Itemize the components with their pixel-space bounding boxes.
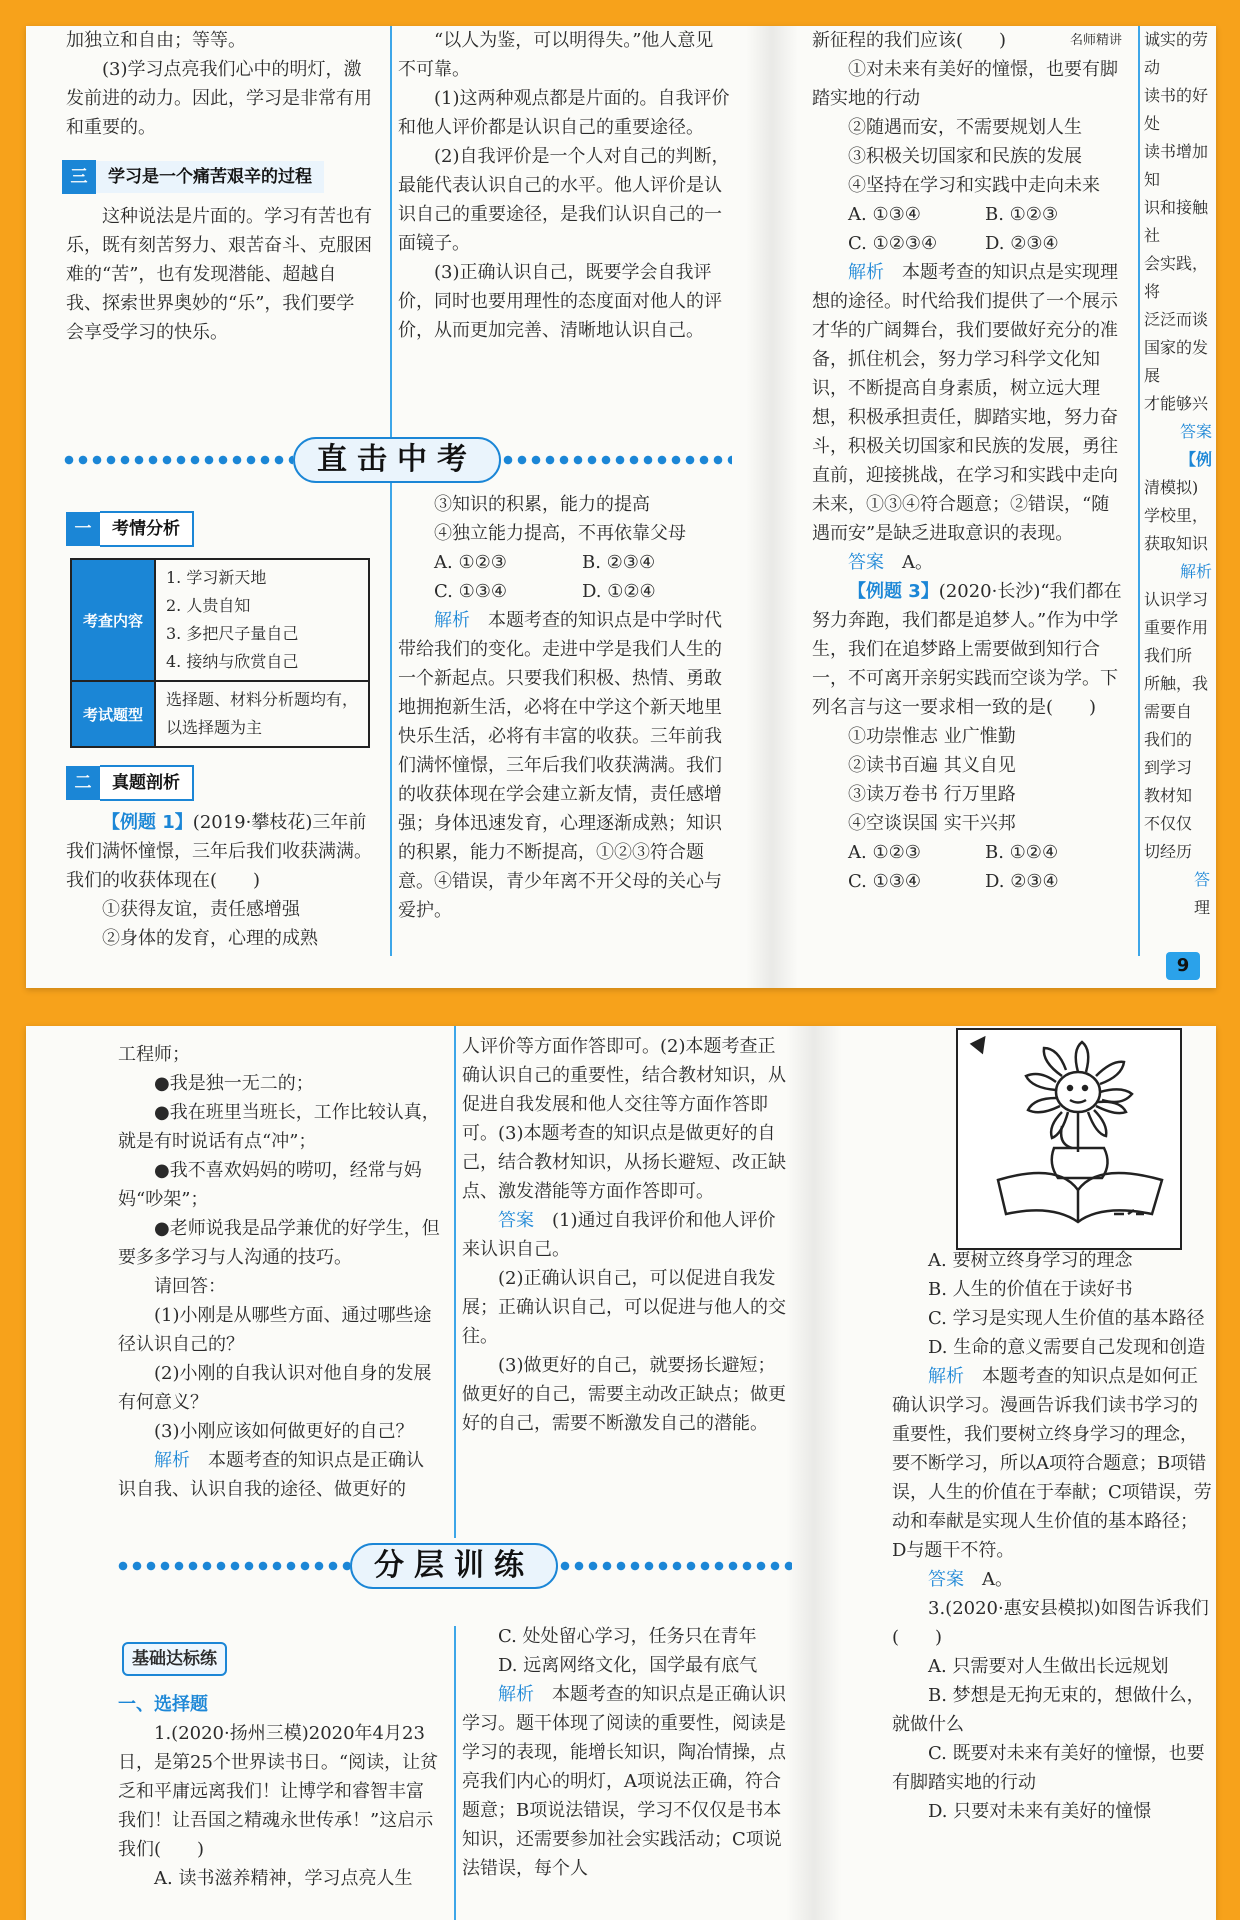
bottom-middle-lower [462,1622,788,1883]
option-a: A. 要树立终身学习的理念 [928,1250,1133,1271]
answer-label: 答案 [498,1210,534,1231]
clipped-line: 认识学习 [1144,590,1209,609]
intro-text: 加独立和自由；等等。 [66,30,246,51]
bottom-left-lower [118,1690,440,1893]
exam-analysis-title: 考情分析 [100,511,194,547]
clipped-line: 重要作用 [1144,618,1209,637]
sunflower-reader-icon [958,1030,1180,1248]
answer-3-text: (3)正确认识自己，既要学会自我评价，同时也要用理性的态度面对他人的评价，从而更加完善、清晰地认识自己。 [398,262,722,341]
analysis-text: 本题考查的知识点是正确认识自我、认识自我的途径、做更好的 [118,1450,424,1500]
bullet-item: ●我在班里当班长，工作比较认真，就是有时说话有点“冲”； [118,1102,440,1152]
top-far-right-column [1144,26,1214,926]
analysis-continued: 人评价等方面作答即可。(2)本题考查正确认识自己的重要性，结合教材知识，从促进自我发展和他人交往等方面作答即可。(3)本题考查的知识点是做更好的自己，结合教材知识，从扬长避短、改正缺点、激发潜能等方面作答即可。 [462,1036,786,1202]
clipped-line: 识和接触社 [1144,198,1209,245]
example-1-item: ④独立能力提高，不再依靠父母 [434,523,686,544]
clipped-line: 获取知识 [1144,534,1209,553]
bottom-col-divider-lower [454,1626,456,1920]
option-c: C. 学习是实现人生价值的基本路径 [928,1308,1205,1329]
table-head-type: 考试题型 [71,681,155,747]
example-3-item: ④空谈误国 实干兴邦 [848,813,1016,834]
option-d: D. 远离网络文化，国学最有底气 [498,1655,758,1676]
question-item: ④坚持在学习和实践中走向未来 [848,175,1100,196]
question-3-stem: 3.(2020·惠安县模拟)如图告诉我们( ) [892,1598,1209,1648]
clipped-line: 理 [1194,898,1211,917]
option-b: B. ②③④ [582,552,656,573]
option-a: A. ①③④ [848,204,921,225]
clipped-line: 答案 [1180,422,1213,441]
bullet-item: ●我是独一无二的； [154,1073,314,1094]
question-3-option-b: B. 梦想是无拘无束的，想做什么，就做什么 [892,1685,1205,1735]
bottom-page-spread [26,1026,1216,1920]
table-content-list [155,559,369,681]
clipped-line: 解析 [1180,562,1213,581]
clipped-line: 需要自 [1144,702,1193,721]
top-page-spread [26,26,1216,988]
ask-text: 请回答： [154,1276,226,1297]
question-item: ②随遇而安，不需要规划人生 [848,117,1082,138]
question-stem: 新征程的我们应该( ) [812,30,1007,51]
section-3-title: 学习是一个痛苦艰辛的过程 [96,161,324,193]
question-1: (1)小刚是从哪些方面、通过哪些途径认识自己的？ [118,1305,432,1355]
analysis-label: 解析 [848,262,884,283]
option-b: B. ①②④ [985,842,1059,863]
section-3-number: 三 [62,160,96,194]
exam-analysis-header [66,512,194,546]
question-item: ③积极关切国家和民族的发展 [848,146,1082,167]
real-exam-header [66,766,194,800]
clipped-line: 切经历 [1144,842,1193,861]
example-1-item: ②身体的发育，心理的成熟 [102,928,318,949]
clipped-line: 【例 [1180,450,1213,469]
clipped-line: 不仅仅 [1144,814,1193,833]
option-b: B. 人生的价值在于读好书 [928,1279,1133,1300]
answer-1-text: (1)这两种观点都是片面的。自我评价和他人评价都是认识自己的重要途径。 [398,88,730,138]
section-3-header [62,160,324,194]
clipped-line: 会实践，将 [1144,254,1209,301]
clipped-line: 我们的 [1144,730,1193,749]
option-a: A. ①②③ [434,552,507,573]
question-item: ①对未来有美好的憧憬，也要有脚踏实地的行动 [812,59,1118,109]
example-3-item: ②读书百遍 其义自见 [848,755,1016,776]
banner-title: 直击中考 [293,437,501,483]
option-c: C. ①③④ [848,871,921,892]
answer-label: 答案 [848,552,884,573]
option-b: B. ①②③ [985,204,1059,225]
clipped-line: 诚实的劳动 [1144,30,1209,77]
clipped-line [1144,922,1214,926]
page-gutter [786,1026,842,1920]
page-number: 9 [1166,952,1200,980]
table-item: 2. 人贵自知 [166,596,251,615]
table-item: 4. 接纳与欣赏自己 [166,652,299,671]
quote-text: “以人为鉴，可以明得失。”他人意见不可靠。 [398,30,714,80]
option-c: C. ①②③④ [848,233,938,254]
clipped-line: 才能够兴 [1144,394,1209,413]
example-1-item: ①获得友谊，责任感增强 [102,899,300,920]
section-3-paragraph: 这种说法是片面的。学习有苦也有乐，既有刻苦努力、艰苦奋斗、克服困难的“苦”，也有发现潜能、超越自我、探索世界奥妙的“乐”，我们要学会享受学习的快乐。 [66,206,372,343]
option-a: A. ①②③ [848,842,921,863]
bullet-item: ●我不喜欢妈妈的唠叨，经常与妈妈“吵架”； [118,1160,422,1210]
clipped-line: 清模拟) [1144,478,1199,497]
example-1 [66,808,372,953]
clipped-line: 泛泛而谈 [1144,310,1209,329]
example-1-stem: (2019·攀枝花)三年前我们满怀憧憬，三年后我们收获满满。我们的收获体现在( ) [66,812,372,891]
banner-title: 分层训练 [350,1543,558,1589]
question-3: (3)小刚应该如何做更好的自己？ [154,1421,414,1442]
answer-text: A。 [982,1569,1013,1590]
reading-cartoon [956,1028,1182,1250]
option-c: C. 处处留心学习，任务只在青年 [498,1626,757,1647]
banner-dots-left [62,455,293,465]
question-1-stem: 1.(2020·扬州三模)2020年4月23日，是第25个世界读书日。“阅读，让贫乏和平庸远离我们！让博学和睿智丰富我们！让吾国之精魂永世传承！”这启示我们( ) [118,1723,439,1860]
option-d: D. ②③④ [985,233,1059,254]
bottom-left-column [118,1040,440,1504]
section-3-body [66,202,372,347]
analysis-label: 解析 [154,1450,190,1471]
answer-3: (3)做更好的自己，就要扬长避短；做更好的自己，需要主动改正缺点；做更好的自己，需要不断激发自己的潜能。 [462,1355,786,1434]
real-exam-number: 二 [66,766,100,800]
zhiji-zhongkao-banner [62,436,732,484]
analysis-text: 本题考查的知识点是正确认识学习。题干体现了阅读的重要性，阅读是学习的表现，能增长知识，陶冶情操，点亮我们内心的明灯，A项说法正确，符合题意；B项说法错误，学习不仅仅是书本知识，还需要参加社会实践活动；C项说法错误，每个人 [462,1684,786,1879]
real-exam-title: 真题剖析 [100,765,194,801]
answer-2-text: (2)自我评价是一个人对自己的判断，最能代表认识自己的水平。他人评价是认识自己的重要途径，是我们认识自己的一面镜子。 [398,146,730,254]
analysis-label: 解析 [928,1366,964,1387]
top-middle-column-lower [398,490,730,925]
table-head-content: 考查内容 [71,559,155,681]
bottom-middle-column [462,1032,788,1438]
page-gutter [746,26,798,988]
option-d: D. ②③④ [985,871,1059,892]
banner-dots-left [116,1561,350,1571]
bullet-item: ●老师说我是品学兼优的好学生，但要多多学习与人沟通的技巧。 [118,1218,440,1268]
option-d: D. ①②④ [582,581,656,602]
answer-text: A。 [902,552,933,573]
clipped-line: 国家的发展 [1144,338,1209,385]
analysis-text: 本题考查的知识点是如何正确认识学习。漫画告诉我们读书学习的重要性，我们要树立终身学习的理念，要不断学习，所以A项符合题意；B项错误，人生的价值在于奉献；C项错误，劳动和奉献是实现人生价值的基本路径；D与题干不符。 [892,1366,1212,1561]
answer-2: (2)正确认识自己，可以促进自我发展；正确认识自己，可以促进与他人的交往。 [462,1268,786,1347]
clipped-line: 读书增加知 [1144,142,1209,189]
fenceng-xunlian-banner [116,1542,792,1590]
example-3-stem: (2020·长沙)“我们都在努力奔跑，我们都是追梦人。”作为中学生，我们在追梦路上需要做到知行合一，不可离开亲躬实践而空谈为学。下列名言与这一要求相一致的是( ) [812,581,1122,718]
analysis-text: 本题考查的知识点是中学时代带给我们的变化。走进中学是我们人生的一个新起点。只要我们积极、热情、勇敢地拥抱新生活，必将在中学这个新天地里快乐生活，必将有丰富的收获。三年前我们满怀憧憬，三年后我们收获满满。我们的收获体现在学会建立新友情，责任感增强；身体迅速发育，心理逐渐成熟；知识的积累，能力不断提高，①②③符合题意。④错误，青少年离不开父母的关心与爱护。 [398,610,722,921]
table-item: 3. 多把尺子量自己 [166,624,299,643]
bottom-col-divider [454,1026,456,1538]
example-3-item: ③读万卷书 行万里路 [848,784,1016,805]
example-3-label: 【例题 3】 [848,581,939,602]
analysis-text: 本题考查的知识点是实现理想的途径。时代给我们提供了一个展示才华的广阔舞台，我们要做好充分的准备，抓住机会，努力学习科学文化知识，不断提高自身素质，树立远大理想，积极承担责任，脚踏实地，努力奋斗，积极关切国家和民族的发展，勇往直前，迎接挑战，在学习和实践中走向未来，①③④符合题意；②错误，“随遇而安”是缺乏进取意识的表现。 [812,262,1118,544]
analysis-label: 解析 [498,1684,534,1705]
top-right-column [812,26,1122,896]
answer-label: 答案 [928,1569,964,1590]
example-3-item: ①功崇惟志 业广惟勤 [848,726,1016,747]
clipped-line: 读书的好处 [1144,86,1209,133]
top-col-divider-1 [390,26,392,956]
banner-dots-right [558,1561,792,1571]
bottom-right-column [892,1246,1212,1826]
point-3-text: (3)学习点亮我们心中的明灯，激发前进的动力。因此，学习是非常有用和重要的。 [66,59,372,138]
clipped-line: 教材知 [1144,786,1193,805]
example-1-label: 【例题 1】 [102,812,193,833]
clipped-line: 答 [1194,870,1211,889]
header-mingshi: 名师精讲 [1069,33,1122,48]
analysis-label: 解析 [434,610,470,631]
question-3-option-d: D. 只要对未来有美好的憧憬 [928,1801,1152,1822]
question-2: (2)小刚的自我认识对他自身的发展有何意义？ [118,1363,432,1413]
example-1-item: ③知识的积累，能力的提高 [434,494,650,515]
option-d: D. 生命的意义需要自己发现和创造 [928,1337,1206,1358]
banner-dots-right [501,455,732,465]
section-choice-title: 一、选择题 [118,1694,208,1715]
exam-analysis-table [70,558,370,748]
answer-1: (1)通过自我评价和他人评价来认识自己。 [462,1210,776,1260]
clipped-line: 学校里， [1144,506,1209,525]
question-1-option-a: A. 读书滋养精神，学习点亮人生 [154,1868,413,1889]
exam-analysis-number: 一 [66,512,100,546]
clipped-line: 所触，我 [1144,674,1209,693]
question-3-option-a: A. 只需要对人生做出长远规划 [928,1656,1169,1677]
table-type-text: 选择题、材料分析题均有，以选择题为主 [155,681,369,747]
table-item: 1. 学习新天地 [166,568,267,587]
clipped-line: 我们所 [1144,646,1193,665]
clipped-line: 到学习 [1144,758,1193,777]
option-c: C. ①③④ [434,581,507,602]
top-middle-column-upper [398,26,730,345]
top-left-column [66,26,372,142]
question-3-option-c: C. 既要对未来有美好的憧憬，也要有脚踏实地的行动 [892,1743,1205,1793]
top-col-divider-2 [1138,26,1140,956]
engineer-line: 工程师； [118,1044,190,1065]
basic-practice-tag: 基础达标练 [122,1642,227,1676]
